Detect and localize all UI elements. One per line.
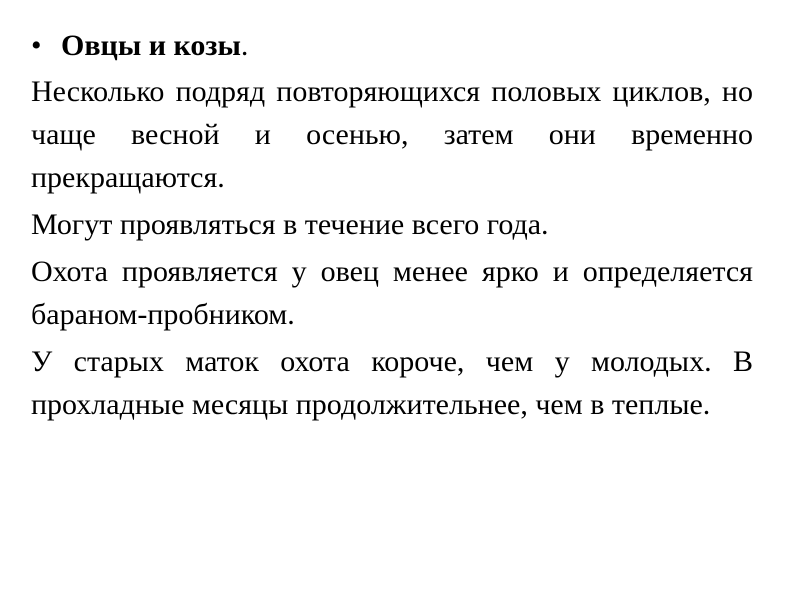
paragraph-ram-detection: Охота проявляется у овец менее ярко и определяется бараном-пробником. (31, 255, 753, 331)
paragraph-all-year: Могут проявляться в течение всего года. (31, 208, 549, 241)
paragraph-duration: У старых маток охота короче, чем у молодых. В прохладные месяцы продолжительнее, чем в теплые. (31, 345, 753, 421)
heading-title: Овцы и козы (61, 29, 241, 62)
slide-content (31, 24, 753, 430)
heading-period: . (240, 29, 249, 62)
heading-row (31, 24, 753, 67)
paragraph-estrus-cycles: Несколько подряд повторяющихся половых циклов, но чаще весной и осенью, затем они временно прекращаются. (31, 75, 753, 194)
heading (61, 24, 248, 67)
bullet-icon: • (31, 29, 42, 62)
